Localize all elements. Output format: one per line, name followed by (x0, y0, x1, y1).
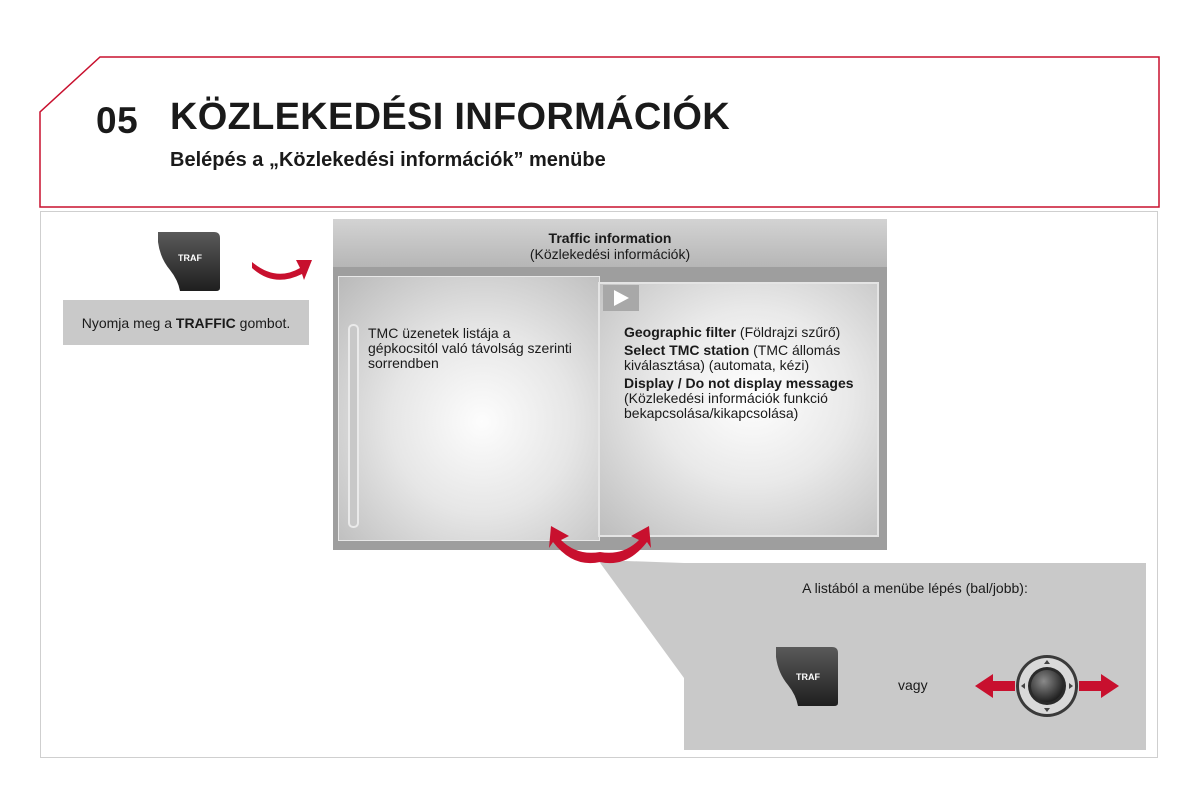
traffic-button-icon (156, 230, 222, 292)
chapter-number: 05 (96, 100, 139, 141)
page-title: KÖZLEKEDÉSI INFORMÁCIÓK (170, 96, 731, 138)
traffic-button-label: TRAF (796, 672, 820, 682)
menu-item-label: Geographic filter (624, 324, 737, 340)
or-text: vagy (898, 677, 928, 693)
screen-titlebar (333, 219, 887, 267)
menu-item-geographic-filter[interactable] (624, 325, 854, 340)
menu-item-label: Display / Do not display messages (624, 375, 854, 391)
callout-text: A listából a menübe lépés (bal/jobb): (802, 580, 1028, 596)
callout-pointer (590, 558, 695, 688)
message-list-panel[interactable] (338, 276, 600, 541)
menu-item-desc: (Földrajzi szűrő) (736, 324, 841, 340)
menu-items (624, 325, 854, 424)
traffic-button-label: TRAF (178, 253, 202, 263)
screen-subtitle: (Közlekedési információk) (529, 246, 691, 262)
traffic-button-icon (774, 645, 840, 707)
instruction-text-bold: TRAFFIC (175, 314, 236, 331)
menu-item-desc: (TMC állomás kiválasztása) (automata, kézi) (624, 342, 841, 373)
page-subtitle: Belépés a „Közlekedési információk” menübe (170, 149, 606, 171)
instruction-text-before: Nyomja meg a (81, 314, 176, 331)
play-icon (603, 285, 639, 311)
menu-item-desc: (Közlekedési információk funkció bekapcsolása/kikapcsolása) (624, 390, 828, 421)
screen-title: Traffic information (548, 230, 672, 246)
menu-item-select-tmc-station[interactable] (624, 343, 854, 373)
instruction-box (63, 300, 309, 345)
curved-arrow-right-icon (250, 248, 314, 288)
curved-arrows-icon (545, 518, 655, 568)
message-list-text: TMC üzenetek listája a gépkocsitól való távolság szerinti sorrendben (368, 325, 572, 371)
list-scrollbar[interactable] (348, 324, 359, 528)
menu-item-label: Select TMC station (624, 342, 750, 358)
instruction-text-after: gombot. (235, 314, 291, 331)
joystick-left-right-icon (973, 652, 1121, 720)
menu-item-display-messages[interactable] (624, 376, 854, 421)
